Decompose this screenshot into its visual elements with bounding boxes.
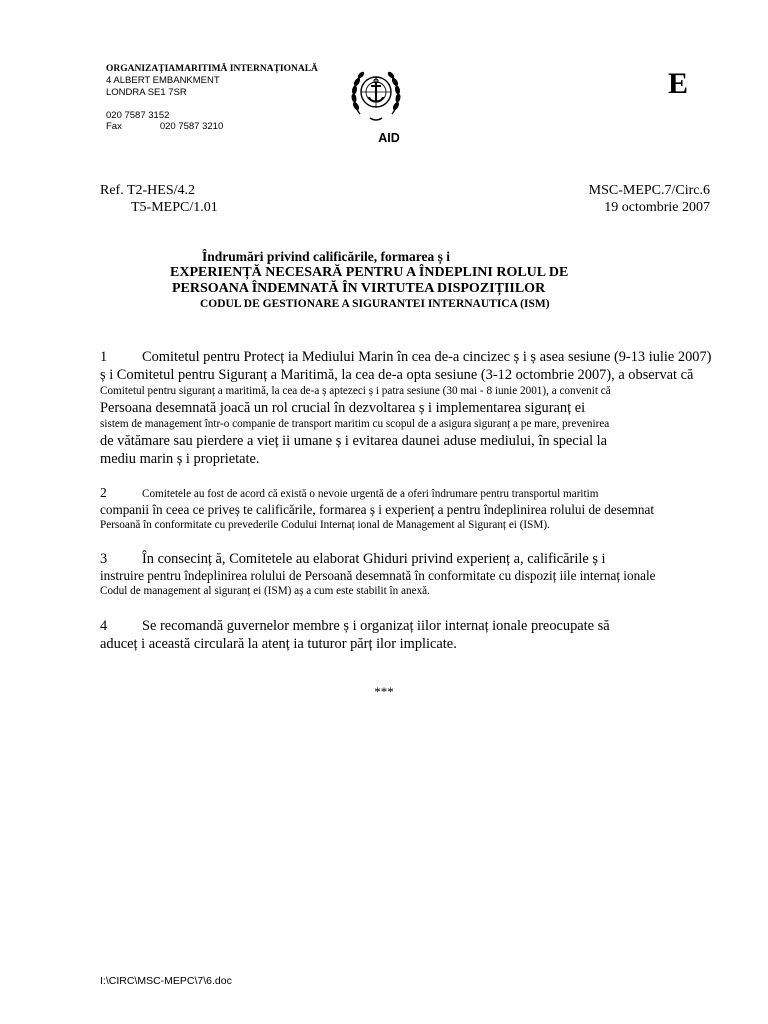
un-emblem-icon (350, 62, 402, 124)
paragraph-line: instruire pentru îndeplinirea rolului de Persoană desemnată în conformitate cu dispoziț iile internaț ionale (100, 568, 656, 583)
language-code: E (668, 67, 689, 100)
reference-left (100, 182, 218, 216)
title-line-4: CODUL DE GESTIONARE A SIGURANTEI INTERNAUTICA (ISM) (200, 298, 550, 310)
paragraph-line: ș i Comitetul pentru Siguranț a Maritimă, la cea de-a opta sesiune (3-12 octombrie 2007), a observat că (100, 367, 694, 383)
paragraph-line: companii în ceea ce priveș te calificările, formarea ș i experienț a pentru îndeplinirea rolului de desemnat (100, 502, 654, 517)
paragraph-line: Codul de management al siguranț ei (ISM) aș a cum este stabilit în anexă. (100, 585, 430, 597)
paragraph-line: Persoană în conformitate cu prevederile Codului Internaț ional de Management al Siguranț ei (ISM). (100, 519, 550, 531)
paragraph-number: 4 (100, 618, 108, 634)
paragraph-line: Se recomandă guvernelor membre ș i organizaț iilor internaț ionale preocupate să (142, 618, 610, 634)
paragraph-number: 2 (100, 485, 107, 500)
paragraph-3 (100, 550, 712, 599)
paragraph-line: Comitetele au fost de acord că există o nevoie urgentă de a oferi îndrumare pentru transportul maritim (142, 488, 599, 500)
paragraph-line: de vătămare sau pierdere a vieț ii umane ș i evitarea daunei aduse mediului, în special la (100, 433, 608, 449)
paragraph-line: Comitetul pentru Protecț ia Mediului Marin în cea de-a cincizec ș i ș asea sesiune (9-13 iulie 2007) (142, 349, 712, 365)
title-line-3: PERSOANA ÎNDEMNATĂ ÎN VIRTUTEA DISPOZIȚIILOR (172, 281, 546, 296)
paragraph-2 (100, 485, 712, 533)
organization-name: ORGANIZAȚIAMARITIMĂ INTERNAȚIONALĂ (106, 64, 318, 74)
paragraph-line: Comitetul pentru siguranț a maritimă, la cea de-a ș aptezeci ș i patra sesiune (30 mai - 8 iunie 2001), a convenit că (100, 385, 611, 397)
file-path: I:\CIRC\MSC-MEPC\7\6.doc (100, 975, 232, 987)
reference-line-2: T5-MEPC/1.01 (131, 200, 218, 215)
section-separator: *** (374, 684, 394, 699)
organization-address (106, 63, 318, 99)
fax-line (106, 121, 223, 132)
fax-label: Fax (106, 121, 122, 132)
reference-line-1: Ref. T2-HES/4.2 (100, 183, 196, 198)
paragraph-number: 1 (100, 349, 108, 365)
paragraph-line: aduceț i această circulară la atenț ia tuturor părț ilor implicate. (100, 636, 457, 652)
fax-number: 020 7587 3210 (159, 121, 224, 132)
address-line-2: LONDRA SE1 7SR (106, 87, 187, 98)
title-line-1: Îndrumări privind calificările, formarea ș i (202, 249, 450, 264)
reference-right (589, 182, 710, 216)
paragraph-number: 3 (100, 551, 108, 567)
paragraph-1 (100, 348, 712, 468)
paragraph-line: mediu marin ș i proprietate. (100, 451, 260, 467)
aid-label: AID (378, 131, 400, 145)
paragraph-4 (100, 617, 712, 653)
paragraph-line: În consecinț ă, Comitetele au elaborat Ghiduri privind experienț a, calificările ș i (142, 551, 606, 567)
address-line-1: 4 ALBERT EMBANKMENT (106, 75, 220, 86)
title-line-2: EXPERIENȚĂ NECESARĂ PENTRU A ÎNDEPLINI ROLUL DE (170, 265, 569, 280)
contact-info (106, 110, 223, 132)
paragraph-line: Persoana desemnată joacă un rol crucial în dezvoltarea ș i implementarea siguranț ei (100, 400, 586, 416)
document-date: 19 octombrie 2007 (604, 200, 710, 215)
circular-number: MSC-MEPC.7/Circ.6 (588, 183, 710, 198)
paragraph-line: sistem de management într-o companie de transport maritim cu scopul de a asigura siguranț a pe mare, prevenirea (100, 418, 610, 430)
phone-number: 020 7587 3152 (106, 110, 170, 121)
